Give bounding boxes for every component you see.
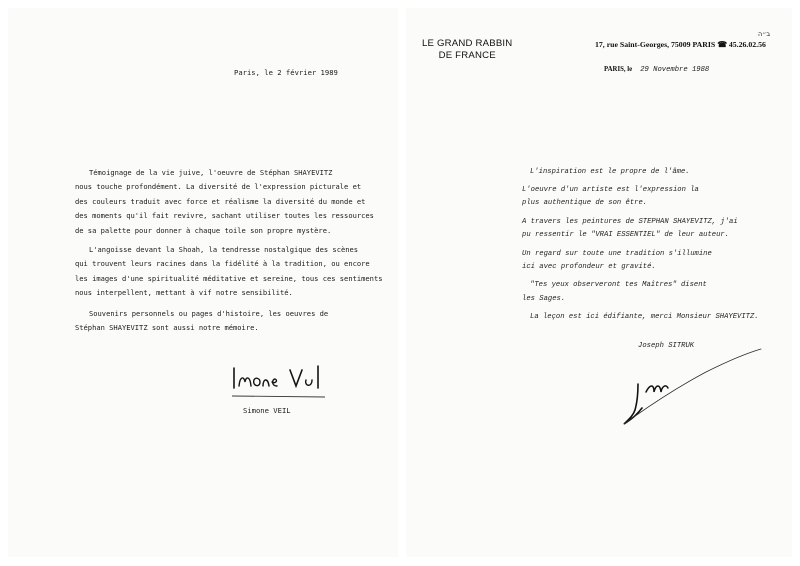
paragraph-line: nous interpellent, mettant à vif notre sensibilité. [75,288,293,298]
body-line: pu ressentir le "VRAI ESSENTIEL" de leur auteur. [522,231,730,239]
body-line: A travers les peintures de STEPHAN SHAYEVITZ, j'ai [522,218,738,226]
letterhead-title: LE GRAND RABBIN [422,38,513,49]
date-prefix: PARIS, le [604,66,633,73]
body-line: La leçon est ici édifiante, merci Monsieur SHAYEVITZ. [530,313,759,321]
paragraph-line: Souvenirs personnels ou pages d'histoire, les oeuvres de [89,309,329,318]
left-letter-page [8,8,398,557]
paragraph-line: Témoignage de la vie juive, l'oeuvre de Stéphan SHAYEVITZ [89,168,333,177]
signatory-name: Simone VEIL [243,406,291,415]
body-line: les Sages. [522,295,566,303]
hebrew-mark: ב״ה [758,30,771,38]
letterhead [422,38,512,62]
body-line: L'inspiration est le propre de l'âme. [530,168,690,176]
paragraph-line: des moments qu'il fait revivre, sachant utiliser toutes les ressources [75,211,374,221]
paragraph-3 [75,307,328,336]
signature-sitruk [616,348,766,428]
signature-veil [230,358,330,404]
paragraph-line: L'angoisse devant la Shoah, la tendresse nostalgique des scènes [89,245,359,254]
paragraph-line: des couleurs traduit avec force et réalisme la diversité du monde et [75,196,366,206]
letter-date: Paris, le 2 février 1989 [234,68,338,77]
letter-date: 29 Novembre 1988 [640,66,710,74]
paragraph-2 [75,243,383,301]
paragraph-line: de sa palette pour donner à chaque toile son propre mystère. [75,225,332,235]
body-line: plus authentique de son être. [522,199,648,207]
right-letter-page [406,8,792,557]
date-line [604,58,709,76]
letterhead-subtitle: DE FRANCE [438,50,496,61]
paragraph-line: Stéphan SHAYEVITZ sont aussi notre mémoire. [75,323,259,333]
paragraph-line: nous touche profondément. La diversité de l'expression picturale et [75,182,362,192]
body-line: Un regard sur toute une tradition s'illumine [522,250,712,258]
paragraph-line: les images d'une spiritualité méditative et sereine, tous ces sentiments [75,273,383,283]
signatory-name: Joseph SITRUK [638,342,695,350]
body-line: "Tes yeux observeront tes Maîtres" disent [530,281,707,289]
paragraph-1 [75,166,374,238]
body-line: ici avec profondeur et gravité. [522,263,656,271]
body-line: L'oeuvre d'un artiste est l'expression la [522,186,699,194]
paragraph-line: qui trouvent leurs racines dans la fidélité à la tradition, ou encore [75,259,370,269]
letterhead-address: 17, rue Saint-Georges, 75009 PARIS ☎ 45.26.02.56 [595,40,766,49]
